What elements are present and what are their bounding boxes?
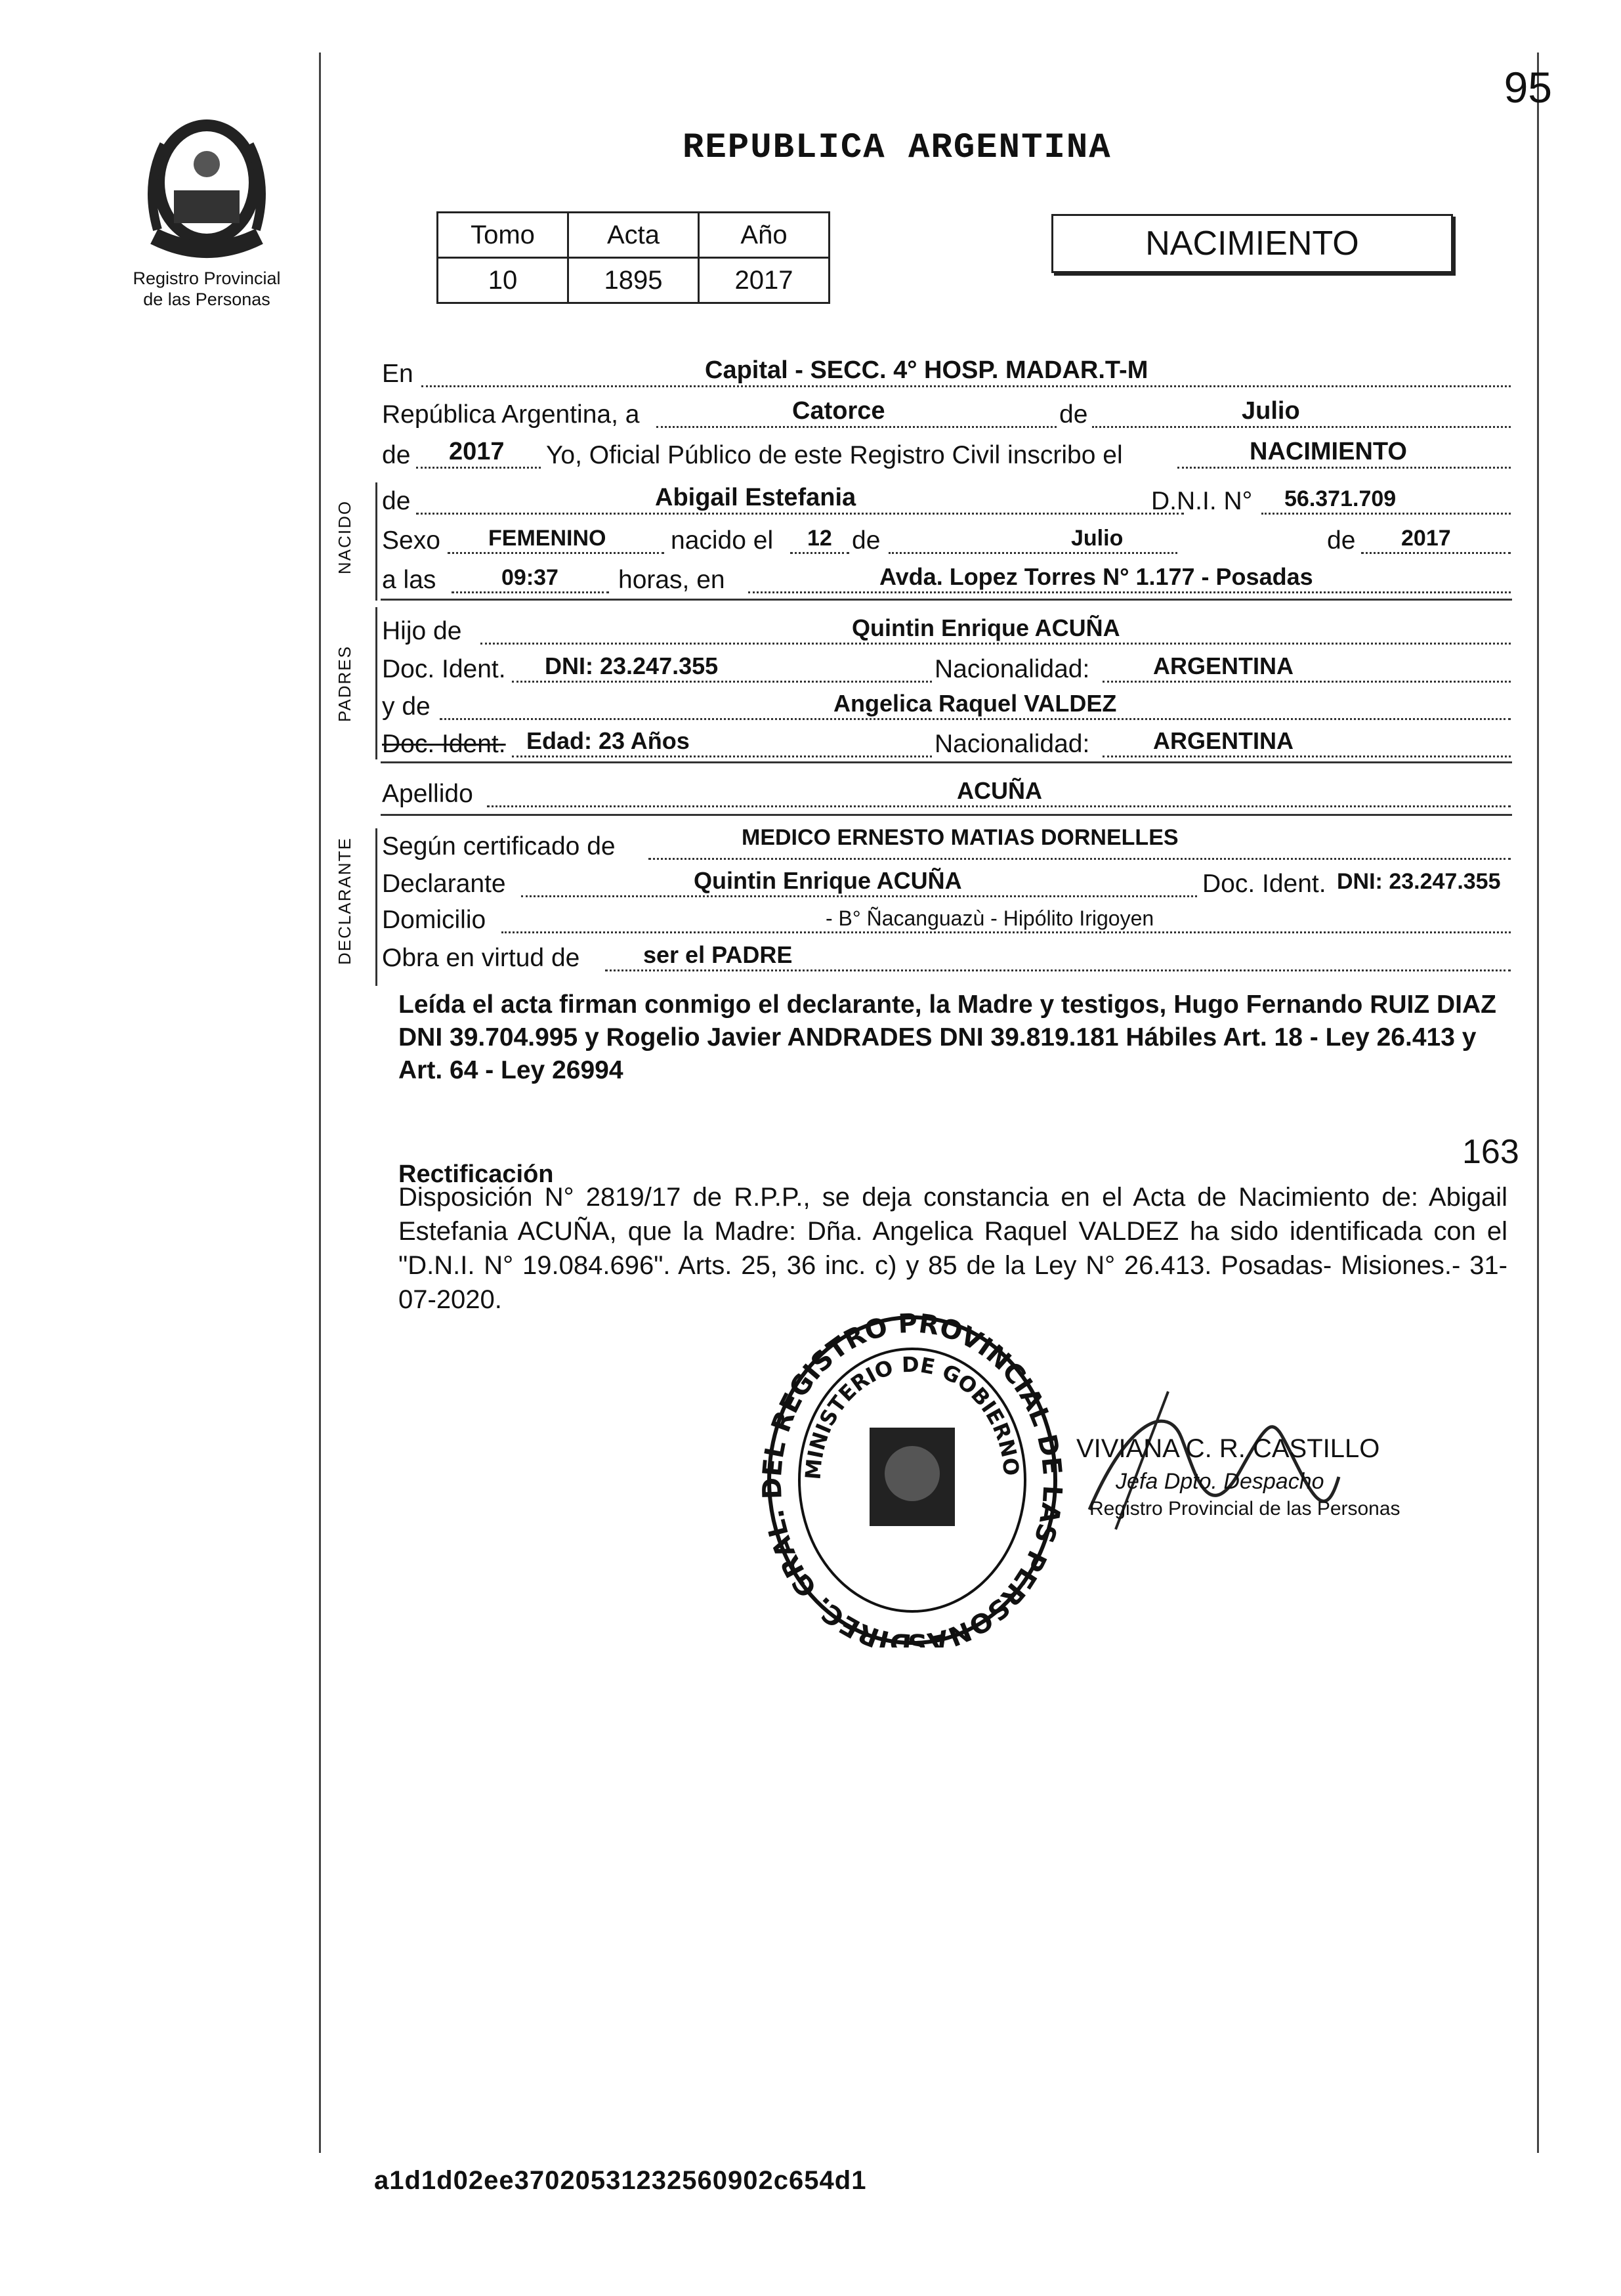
- year-value: 2017: [449, 438, 505, 465]
- section-separator: [381, 599, 1512, 601]
- page-number: 95: [1504, 63, 1552, 112]
- mother-doc: Edad: 23 Años: [526, 727, 690, 754]
- dotted-line: [1361, 552, 1511, 554]
- section-label-nacido: NACIDO: [335, 500, 354, 574]
- birth-year: 2017: [1401, 526, 1451, 551]
- row-father-doc: [382, 648, 1511, 689]
- y-de-label: y de: [382, 692, 431, 721]
- domicilio-value: - B° Ñacanguazù - Hipólito Irigoyen: [826, 906, 1154, 930]
- signer-name: VIVIANA C. R. CASTILLO: [1076, 1434, 1380, 1463]
- record-type-box: NACIMIENTO: [1051, 214, 1453, 273]
- domicilio-label: Domicilio: [382, 906, 486, 934]
- section-bar-padres: [375, 607, 377, 759]
- dotted-line: [1103, 755, 1511, 757]
- dotted-line: [452, 591, 609, 593]
- declarante-doc-label: Doc. Ident.: [1202, 870, 1326, 898]
- nacionalidad-label: Nacionalidad:: [935, 655, 1090, 683]
- dotted-line: [648, 858, 1511, 860]
- dotted-line: [1261, 513, 1511, 515]
- left-margin-line: [319, 53, 321, 2153]
- dotted-line: [501, 931, 1511, 933]
- tomo-header: Tomo: [438, 213, 568, 258]
- name-value: Abigail Estefania: [655, 484, 856, 511]
- closing-statement: Leída el acta firman conmigo el declarante, la Madre y testigos, Hugo Fernando RUIZ DIAZ DNI 39.704.995 y Rogelio Javier ANDRADES DNI 39.819.181 Hábiles Art. 18 - Ley 26.413 y Art. 64 - Ley 26994: [398, 990, 1497, 1084]
- officer-text: Yo, Oficial Público de este Registro Civil inscribo el: [546, 441, 1123, 469]
- dotted-line: [487, 805, 1511, 807]
- acta-header: Acta: [568, 213, 699, 258]
- row-domicilio: [382, 899, 1511, 940]
- right-margin-line: [1537, 53, 1539, 2153]
- section-bar-declarante: [375, 828, 377, 986]
- horas-en-label: horas, en: [618, 566, 725, 594]
- rectificacion-title: Rectificación: [398, 1160, 554, 1188]
- declarante-value: Quintin Enrique ACUÑA: [694, 867, 962, 894]
- mother-nationality: ARGENTINA: [1153, 727, 1294, 754]
- de-label: de: [382, 487, 411, 515]
- dni-label: D.N.I. N°: [1151, 487, 1253, 515]
- time-value: 09:37: [501, 565, 558, 590]
- dotted-line: [790, 552, 849, 554]
- dotted-line: [440, 718, 1511, 720]
- dotted-line: [480, 643, 1511, 645]
- anio-value: 2017: [699, 258, 830, 303]
- stamp-inner-text: MINISTERIO DE GOBIERNO: [800, 1351, 1024, 1481]
- doc-ident-label: Doc. Ident.: [382, 655, 506, 683]
- de-label: de: [852, 526, 881, 555]
- doc-ident-struck-label: Doc. Ident.: [382, 730, 506, 758]
- nacido-el-label: nacido el: [671, 526, 774, 555]
- section-separator: [381, 814, 1512, 816]
- father-nationality: ARGENTINA: [1153, 652, 1294, 679]
- dotted-line: [421, 385, 1511, 387]
- row-name: [382, 480, 1511, 521]
- row-mother-doc: [382, 723, 1511, 764]
- row-republica: [382, 394, 1511, 435]
- de-label: de: [1059, 400, 1088, 429]
- acta-value: 1895: [568, 258, 699, 303]
- country-title: REPUBLICA ARGENTINA: [683, 128, 1112, 168]
- row-apellido: [382, 773, 1511, 814]
- dotted-line: [521, 895, 1197, 897]
- dotted-line: [748, 591, 1511, 593]
- signer-role: Jefa Dpto. Despacho: [1116, 1469, 1324, 1494]
- dotted-line: [512, 755, 932, 757]
- signer-organization: Registro Provincial de las Personas: [1089, 1498, 1400, 1520]
- row-hora: [382, 559, 1511, 600]
- de-label: de: [382, 441, 411, 469]
- handwritten-signature: [1076, 1378, 1352, 1549]
- row-declarante: [382, 863, 1511, 904]
- row-obra: [382, 937, 1511, 978]
- row-sexo: [382, 520, 1511, 561]
- row-certificado: [382, 826, 1511, 866]
- de-label: de: [1327, 526, 1356, 555]
- en-label: En: [382, 360, 413, 388]
- dotted-line: [512, 681, 932, 683]
- dotted-line: [1092, 426, 1511, 428]
- section-label-padres: PADRES: [335, 645, 354, 722]
- section-bar-nacido: [375, 482, 377, 601]
- dotted-line: [1103, 681, 1511, 683]
- section-label-declarante: DECLARANTE: [335, 837, 354, 965]
- dotted-line: [1177, 467, 1511, 469]
- org-line-1: Registro Provincial: [133, 268, 281, 288]
- father-doc: DNI: 23.247.355: [545, 652, 719, 679]
- row-y-de: [382, 686, 1511, 727]
- sexo-label: Sexo: [382, 526, 440, 555]
- row-year: [382, 435, 1511, 475]
- declarante-doc: DNI: 23.247.355: [1337, 869, 1501, 894]
- tomo-value: 10: [438, 258, 568, 303]
- document-hash: a1d1d02ee37020531232560902c654d1: [374, 2166, 867, 2195]
- org-line-2: de las Personas: [143, 289, 270, 309]
- inscribe-value: NACIMIENTO: [1250, 438, 1407, 465]
- month-value: Julio: [1242, 397, 1300, 425]
- dotted-line: [605, 969, 1511, 971]
- row-hijo-de: [382, 610, 1511, 651]
- dni-value: 56.371.709: [1284, 486, 1397, 511]
- republica-label: República Argentina, a: [382, 400, 640, 429]
- tomo-acta-table: [436, 211, 830, 304]
- rectificacion-number: 163: [1462, 1133, 1519, 1171]
- province-logo: [118, 105, 295, 276]
- rectificacion-text: Disposición N° 2819/17 de R.P.P., se deja constancia en el Acta de Nacimiento de: Abigail Estefania ACUÑA, que la Madre: Dña. Angelica Raquel VALDEZ ha sido identificada con el "D.N.I. N° 19.084.696". Arts. 25, 36 inc. c) y 85 de la Ley N° 26.413. Posadas- Misiones.- 31-07-2020.: [398, 1183, 1507, 1314]
- hijo-de-label: Hijo de: [382, 617, 462, 645]
- dotted-line: [448, 552, 664, 554]
- section-separator: [381, 761, 1512, 763]
- apellido-value: ACUÑA: [957, 777, 1042, 804]
- certificado-label: Según certificado de: [382, 832, 616, 861]
- official-stamp: [761, 1313, 1063, 1648]
- obra-label: Obra en virtud de: [382, 944, 580, 972]
- nacionalidad-label: Nacionalidad:: [935, 730, 1090, 758]
- obra-value: ser el PADRE: [643, 941, 793, 968]
- a-las-label: a las: [382, 566, 436, 594]
- anio-header: Año: [699, 213, 830, 258]
- dotted-line: [416, 467, 541, 469]
- birth-day: 12: [807, 526, 832, 551]
- birth-month: Julio: [1071, 526, 1124, 551]
- declarante-label: Declarante: [382, 870, 506, 898]
- row-en: [382, 353, 1511, 394]
- day-value: Catorce: [792, 397, 885, 425]
- dotted-line: [889, 552, 1177, 554]
- stamp-outer-text: DIREC. GRAL. L REGISTRO PROVINCIAL D AS PERSONAS: [761, 1313, 1063, 1648]
- father-name: Quintin Enrique ACUÑA: [852, 614, 1120, 641]
- dotted-line: [656, 426, 1057, 428]
- dotted-line: [416, 513, 1184, 515]
- apellido-label: Apellido: [382, 780, 473, 808]
- organization-name: [98, 268, 315, 310]
- sexo-value: FEMENINO: [488, 526, 606, 551]
- certificado-value: MEDICO ERNESTO MATIAS DORNELLES: [742, 825, 1179, 850]
- en-value: Capital - SECC. 4° HOSP. MADAR.T-M: [705, 356, 1148, 384]
- mother-name: Angelica Raquel VALDEZ: [833, 690, 1117, 717]
- place-value: Avda. Lopez Torres N° 1.177 - Posadas: [879, 563, 1313, 590]
